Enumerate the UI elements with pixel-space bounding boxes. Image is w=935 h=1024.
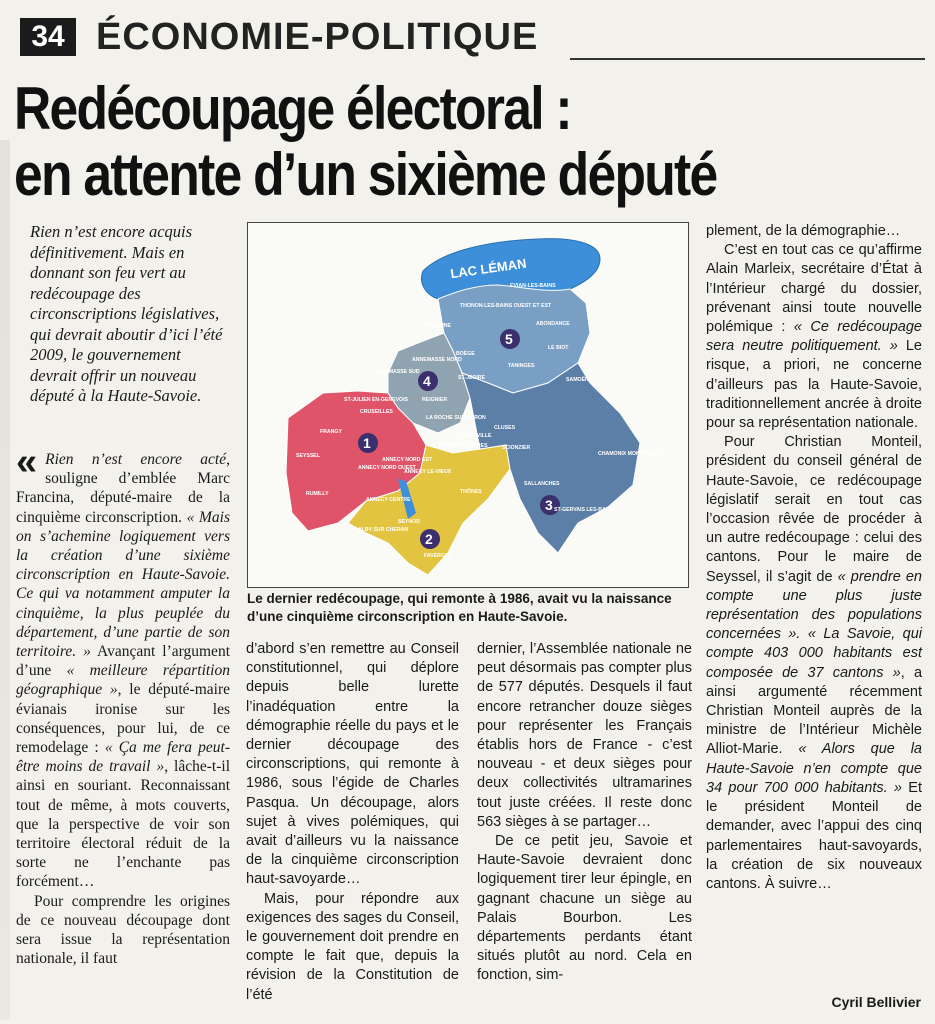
- circ-1-label: 1: [363, 435, 371, 451]
- town-label: ANNECY NORD OUEST: [358, 465, 416, 471]
- col4-quote-3: « Alors que la Haute-Savoie n’en compte que 34 pour 700 000 habitants. »: [706, 741, 922, 796]
- col4-text-c: Pour Christian Monteil, président du conseil général de Haute-Savoie, ce redécoupage législatif serait en tout cas l’occasion rêvée de procéder à un autre redécoupage : celui des cantons. Pour le maire de Seyssel, il s’agit de: [706, 434, 922, 585]
- town-label: ABONDANCE: [536, 321, 570, 327]
- town-label: ANNECY CENTRE: [366, 497, 411, 503]
- col1-text-b: Avançant l’argument d’une: [16, 643, 230, 680]
- town-label: TANINGES: [508, 363, 535, 369]
- circ-4-label: 4: [423, 373, 431, 389]
- town-label: ST-JEOIRE: [458, 375, 486, 381]
- town-label: FRANGY: [320, 429, 342, 435]
- header-rule: [570, 58, 925, 60]
- town-label: THONON-LES-BAINS OUEST ET EST: [460, 303, 552, 309]
- column-1: [16, 441, 231, 968]
- town-label: ANNEMASSE SUD: [374, 369, 420, 375]
- circ-5-label: 5: [505, 331, 513, 347]
- haute-savoie-map: [248, 223, 688, 587]
- headline: [14, 76, 797, 208]
- town-label: CRUSEILLES: [360, 409, 393, 415]
- col1-text-d: , lâche-t-il ainsi en souriant. Reconnaissant tout de même, à mots couverts, que la perspective de voir son territoire électoral réduit de la sorte ne l’enchante pas forcément…: [16, 758, 230, 891]
- town-label: REIGNIER: [422, 397, 448, 403]
- col2-paragraph-2: Mais, pour répondre aux exigences des sages du Conseil, le gouvernement doit prendre en compte le fait que, depuis la révision de la Constitution de l’été: [246, 890, 459, 1003]
- town-label: RUMILLY: [306, 491, 329, 497]
- section-title: ÉCONOMIE-POLITIQUE: [96, 16, 539, 58]
- town-label: ST-GERVAIS LES-BAINS: [554, 507, 615, 513]
- col1-text: , souligne d’emblée Marc Francina, député-maire de la cinquième circonscription.: [16, 451, 230, 526]
- town-label: CHAMONIX MONT-BLANC: [598, 451, 663, 457]
- col4-text: C’est en tout cas ce qu’affirme Alain Marleix, secrétaire d’État à l’Intérieur chargé du dossier, prévenant ainsi toute nouvelle polémique :: [706, 242, 922, 336]
- page-header: [10, 14, 925, 64]
- col2-paragraph-1: d’abord s’en remettre au Conseil constitutionnel, qui déplore depuis belle lurette l’inadéquation entre la démographie réelle du pays et le dernier découpage des circonscriptions, qui remonte à 1986, sous l’égide de Charles Pasqua. Un découpage, alors sujet à vives polémiques, qui avait d’ailleurs vu la naissance de la cinquième circonscription haut-savoyarde…: [246, 641, 459, 888]
- map-figure: [247, 222, 689, 588]
- col3-paragraph-2: De ce petit jeu, Savoie et Haute-Savoie devraient donc logiquement tirer leur épingle, en gagnant chacune un siège au Palais Bourbon. Les départements perdants étant situés plutôt au nord. Cela en fonction, sim-: [477, 833, 692, 984]
- column-4: [706, 222, 922, 894]
- col4-paragraph-1: [706, 241, 922, 433]
- town-label: SCIONZIER: [502, 445, 531, 451]
- town-label: ANNECY LE-VIEUX: [404, 469, 452, 475]
- town-label: ANNECY NORD EST: [382, 457, 433, 463]
- lead-paragraph: [30, 222, 230, 407]
- col3-paragraph-1: dernier, l’Assemblée nationale ne peut désormais pas compter plus de 577 députés. Desquels il faut encore retrancher douze sièges pour représenter les Français établis hors de France - c’est nouveau - et deux sièges pour deux collectivités ultramarines tout juste créées. Il reste donc 563 sièges à se partager…: [477, 641, 692, 830]
- col4-text-d: , a ainsi argumenté récemment Christian Monteil auprès de la ministre de l’Intérieur Michèle Alliot-Marie.: [706, 664, 923, 758]
- col4-text-e: Et le président Monteil de demander, avec l’appui des cinq parlementaires haut-savoyards, la création de six nouveaux cantons. À suivre…: [706, 779, 923, 892]
- headline-line-2: en attente d’un sixième député: [14, 141, 717, 208]
- page-edge: [0, 140, 10, 1020]
- town-label: EVIAN-LES-BAINS: [510, 283, 556, 289]
- col1-quote-3: « meilleure répartition géographique »: [16, 662, 230, 699]
- author-signature: Cyril Bellivier: [831, 994, 921, 1010]
- town-label: LA ROCHE SUR-FORON: [426, 415, 486, 421]
- circ-2-label: 2: [425, 531, 433, 547]
- town-label: ANNEMASSE NORD: [412, 357, 462, 363]
- col4-paragraph-0: plement, de la démographie…: [706, 223, 901, 239]
- town-label: THORENS GLIÈRES: [438, 443, 488, 449]
- town-label: LE BIOT: [548, 345, 569, 351]
- town-label: FAVERGES: [424, 553, 452, 559]
- col4-paragraph-2: [706, 433, 922, 894]
- page-number: 34: [20, 18, 76, 56]
- town-label: ST-JULIEN EN-GENEVOIS: [344, 397, 408, 403]
- town-label: BOËGE: [456, 351, 475, 357]
- town-label: BONNEVILLE: [458, 433, 492, 439]
- col1-paragraph-2: Pour comprendre les origines de ce nouveau découpage dont sera issue la représentation nationale, il faut: [16, 892, 230, 968]
- col4-quote: « Ce redécoupage sera neutre politiquement. »: [706, 319, 922, 355]
- town-label: CLUSES: [494, 425, 516, 431]
- col1-quote: Rien n’est encore acté: [45, 451, 227, 468]
- circ-3-label: 3: [545, 497, 553, 513]
- col4-quote-2: « prendre en compte une plus juste représentation des populations concernées ». « La Savoie, qui compte 403 000 habitants est composée de 37 cantons »: [706, 568, 922, 681]
- col1-paragraph-1: [16, 441, 231, 892]
- town-label: DOUVAINE: [424, 323, 451, 329]
- column-2: [246, 640, 459, 1005]
- town-label: THÔNES: [460, 489, 482, 495]
- lake-label: LAC LÉMAN: [449, 255, 528, 282]
- town-label: SEYNOD: [398, 519, 420, 525]
- town-label: SALLANCHES: [524, 481, 560, 487]
- town-label: SAMOËNS: [566, 377, 593, 383]
- town-label: SEYSSEL: [296, 453, 320, 459]
- lead-text: Rien n’est encore acquis définitivement. Mais en donnant son feu vert au redécoupage des circonscriptions législatives, qui devrait aboutir d’ici l’été 2009, le gouvernement devrait offrir un nouveau député à la Haute-Savoie.: [30, 222, 223, 405]
- quote-mark-icon: «: [16, 441, 38, 483]
- col1-text-c: , le député-maire évianais ironise sur les conséquences, pour lui, de ce remodelage :: [16, 681, 230, 757]
- map-caption: Le dernier redécoupage, qui remonte à 1986, avait vu la naissance d’une cinquième circonscription en Haute-Savoie.: [247, 591, 672, 624]
- col1-quote-2: « Mais on s’achemine logiquement vers la création d’une sixième circonscription en Haute-Savoie. Ce qui va notamment amputer la cinquième, la plus peuplée du département, d’une partie de son territoire. »: [16, 508, 231, 661]
- town-label: ALBY SUR CHERAN: [358, 527, 409, 533]
- col4-text-b: Le risque, a priori, ne concerne d’ailleurs pas la Haute-Savoie, traditionnellement ancrée à droite pour sa représentation nationale.: [706, 338, 922, 432]
- headline-line-1: Redécoupage électoral :: [14, 75, 571, 142]
- col1-quote-4: « Ça me fera peut-être moins de travail »: [16, 739, 230, 776]
- column-3: [477, 640, 692, 986]
